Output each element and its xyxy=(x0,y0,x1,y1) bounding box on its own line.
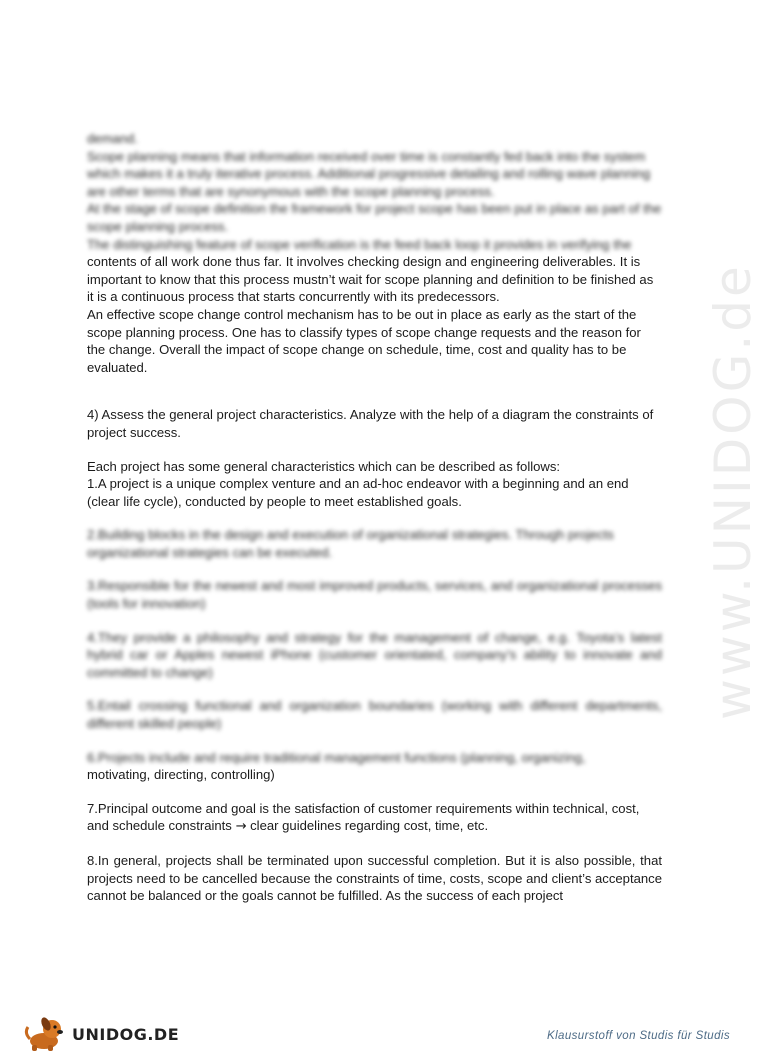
list-item-7-text-a: 7.Principal outcome and goal is the satisfaction of customer requirements within technical, cost, and schedule constraints xyxy=(87,800,640,834)
list-item-2: 2.Building blocks in the design and execution of organizational strategies. Through projects organizational strategies can be executed. xyxy=(87,527,614,560)
list-item-6-blurred: 6.Projects include and require traditional management functions (planning, organizing, xyxy=(87,749,586,765)
question-heading: 4) Assess the general project characteristics. Analyze with the help of a diagram the constraints of project success. xyxy=(87,407,654,440)
list-item-8: 8.In general, projects shall be terminated upon successful completion. But it is also possible, that projects need to be cancelled because the constraints of time, costs, scope and client’s acceptance cannot be balanced or the goals cannot be fulfilled. As the success of each project xyxy=(87,853,662,904)
list-item-4: 4.They provide a philosophy and strategy for the management of change, e.g. Toyota’s latest hybrid car or Apples newest iPhone (customer orientated, company’s ability to innovate and committed to change) xyxy=(87,629,662,680)
logo-text: UNIDOG.DE xyxy=(72,1025,180,1044)
list-item-7 xyxy=(87,800,662,836)
document-body xyxy=(87,130,662,905)
list-item-6-rest: motivating, directing, controlling) xyxy=(87,767,275,783)
paragraph-change-control: An effective scope change control mechanism has to be out in place as early as the start of the scope planning process. One has to classify types of scope change requests and the reason for the change. Overall the impact of scope change on schedule, time, cost and quality has to be evaluated. xyxy=(87,306,641,375)
unidog-logo xyxy=(22,1015,180,1053)
dog-icon xyxy=(22,1015,70,1053)
list-item-7-text-b: clear guidelines regarding cost, time, etc. xyxy=(250,818,489,834)
list-item-1: 1.A project is a unique complex venture and an ad-hoc endeavor with a beginning and an end (clear life cycle), conducted by people to meet established goals. xyxy=(87,476,629,509)
blurred-paragraph-scope-definition: At the stage of scope definition the framework for project scope has been put in place as part of the scope planning process. xyxy=(87,201,662,234)
arrow-right-icon: → xyxy=(235,819,247,835)
footer-tagline: Klausurstoff von Studis für Studis xyxy=(547,1030,730,1042)
intro-paragraph: Each project has some general characteristics which can be described as follows: xyxy=(87,458,561,474)
blurred-paragraph-scope-verification: The distinguishing feature of scope verification is the feed back loop it provides in verifying the xyxy=(87,236,632,252)
blurred-paragraph-scope-planning: Scope planning means that information received over time is constantly fed back into the system which makes it a truly iterative process. Additional progressive detailing and rolling wave planning are other terms that are synonymous with the scope planning process. xyxy=(87,148,651,199)
list-item-3: 3.Responsible for the newest and most improved products, services, and organizational processes (tools for innovation) xyxy=(87,578,662,612)
list-item-5: 5.Entail crossing functional and organization boundaries (working with different departments, different skilled people) xyxy=(87,698,662,732)
watermark: www.UNIDOG.de xyxy=(704,263,762,720)
paragraph-verification-rest: contents of all work done thus far. It involves checking design and engineering deliverables. It is important to know that this process mustn’t wait for scope planning and definition to be finished as it is a continuous process that starts concurrently with its predecessors. xyxy=(87,254,654,305)
blurred-paragraph-demand: demand. xyxy=(87,131,138,146)
